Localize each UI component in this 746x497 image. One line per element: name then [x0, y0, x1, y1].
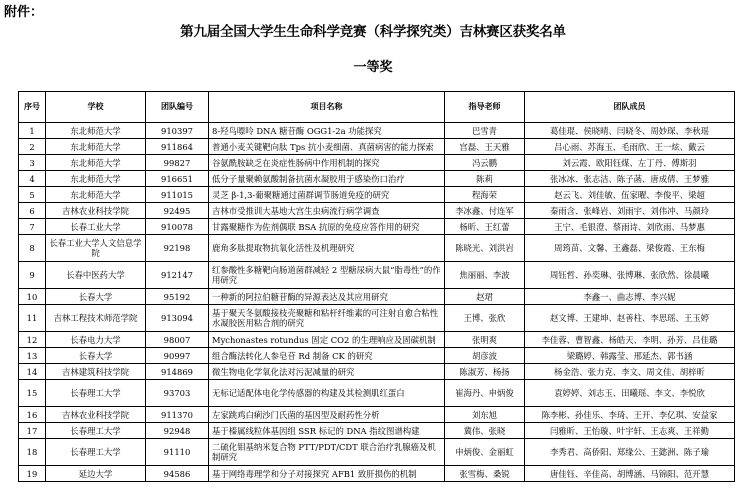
cell-index: 9	[19, 262, 46, 289]
cell-school: 长春工业大学	[46, 219, 146, 235]
table-row	[19, 123, 735, 139]
cell-advisor: 冯云鹏	[445, 155, 525, 171]
table-row	[19, 364, 735, 380]
cell-advisor: 冀伟、张晓	[445, 423, 525, 439]
cell-project: 基于网络毒理学和分子对接探究 AFB1 致肝损伤的机制	[209, 466, 445, 482]
cell-project: 基于聚天冬氨酸接枝壳聚糖和粘杆纤维素的可注射自愈合粘性水凝胶医用粘合剂的研究	[209, 305, 445, 332]
cell-members: 周钰哲、孙奕琳、张博琳、张欣然、徐晨曦	[525, 262, 735, 289]
cell-project: 吉林市受推训大基地大宫生虫病流行病学调查	[209, 203, 445, 219]
cell-team-id: 912147	[146, 262, 209, 289]
header-index: 序号	[19, 92, 46, 123]
cell-advisor: 程海荣	[445, 187, 525, 203]
cell-project: 低分子量聚赖氨酸制备抗菌水凝胶用于感染伤口治疗	[209, 171, 445, 187]
cell-project: 灵芝 β-1,3-葡聚糖通过菌群调节肠道免疫的研究	[209, 187, 445, 203]
cell-advisor: 宫磊、王天雅	[445, 139, 525, 155]
table-body	[19, 123, 735, 482]
cell-team-id: 92948	[146, 423, 209, 439]
cell-team-id: 911370	[146, 407, 209, 423]
cell-school: 长春大学	[46, 348, 146, 364]
cell-index: 11	[19, 305, 46, 332]
cell-advisor: 胡彦波	[445, 348, 525, 364]
table-row	[19, 155, 735, 171]
cell-index: 10	[19, 289, 46, 305]
cell-project: 谷氨酰胺缺乏在炎症性肠病中作用机制的探究	[209, 155, 445, 171]
cell-advisor: 陈晓光、刘洪岩	[445, 235, 525, 262]
award-table	[18, 91, 735, 482]
cell-advisor: 陈莉	[445, 171, 525, 187]
cell-members: 葛佳琨、侯晓晴、闫晓冬、周妙琛、李秋瑶	[525, 123, 735, 139]
cell-members: 秦雨含、张峰岩、刘雨宇、刘伟冲、马颜玲	[525, 203, 735, 219]
document-title: 第九届全国大学生生命科学竞赛（科学探究类）吉林赛区获奖名单	[180, 24, 566, 40]
table-row	[19, 380, 735, 407]
cell-project: 鹿角多肽提取物抗氧化活性及机理研究	[209, 235, 445, 262]
header-advisor: 指导老师	[445, 92, 525, 123]
table-row	[19, 407, 735, 423]
cell-project: 甘露聚糖作为佐剂偶联 BSA 抗原的免疫应答作用的研究	[209, 219, 445, 235]
cell-members: 袁婷婷、刘志玉、田曦瑶、李文、李悦欣	[525, 380, 735, 407]
table-row	[19, 466, 735, 482]
table-row	[19, 305, 735, 332]
cell-members: 张冰冰、张志洁、陈子菡、唐成倩、王梦雅	[525, 171, 735, 187]
cell-index: 3	[19, 155, 46, 171]
cell-school: 东北师范大学	[46, 139, 146, 155]
award-level-heading: 一等奖	[353, 60, 393, 75]
table-row	[19, 439, 735, 466]
cell-members: 唐佳钰、辛佳高、胡博涵、马锦阳、范开慧	[525, 466, 735, 482]
cell-school: 吉林农业科技学院	[46, 407, 146, 423]
cell-project: 组合酶法转化人参皂苷 Rd 制备 CK 的研究	[209, 348, 445, 364]
cell-school: 长春理工大学	[46, 423, 146, 439]
cell-index: 13	[19, 348, 46, 364]
attachment-label: 附件：	[4, 5, 44, 20]
table-row	[19, 332, 735, 348]
cell-members: 刘云霞、欧阳钰煤、左丁丹、傅斯羽	[525, 155, 735, 171]
cell-advisor: 杨昕、王红蕾	[445, 219, 525, 235]
cell-project: 无标记适配体电化学传感器的构建及其检测肌红蛋白	[209, 380, 445, 407]
cell-team-id: 910078	[146, 219, 209, 235]
cell-project: 左家跳鸡白痢沙门氏菌的基因型及耐药性分析	[209, 407, 445, 423]
cell-school: 吉林建筑科技学院	[46, 364, 146, 380]
cell-index: 16	[19, 407, 46, 423]
cell-project: 一种新的阿拉伯糖苷酶的异源表达及其应用研究	[209, 289, 445, 305]
cell-team-id: 916651	[146, 171, 209, 187]
cell-index: 17	[19, 423, 46, 439]
cell-school: 东北师范大学	[46, 155, 146, 171]
cell-project: 红参酸性多糖靶向肠道菌群减轻 2 型糖尿病大鼠“脂毒性”的作用研究	[209, 262, 445, 289]
cell-team-id: 92495	[146, 203, 209, 219]
cell-advisor: 申炳俊、金丽虹	[445, 439, 525, 466]
header-members: 团队成员	[525, 92, 735, 123]
cell-index: 5	[19, 187, 46, 203]
cell-advisor: 陈淑芳、杨扬	[445, 364, 525, 380]
cell-advisor: 崔海丹、申炳俊	[445, 380, 525, 407]
cell-team-id: 910397	[146, 123, 209, 139]
cell-school: 长春工业大学人文信息学院	[46, 235, 146, 262]
cell-index: 8	[19, 235, 46, 262]
table-row	[19, 348, 735, 364]
cell-index: 1	[19, 123, 46, 139]
cell-index: 12	[19, 332, 46, 348]
cell-project: 二硫化钼基纳米复合物 PTT/PDT/CDT 联合治疗乳腺癌及机制研究	[209, 439, 445, 466]
cell-project: Mychonastes rotundus 固定 CO2 的生理响应及固碳机制	[209, 332, 445, 348]
cell-index: 6	[19, 203, 46, 219]
cell-advisor: 张雪梅、桑锐	[445, 466, 525, 482]
cell-index: 14	[19, 364, 46, 380]
cell-school: 吉林农业科技学院	[46, 203, 146, 219]
cell-members: 杨金浩、张力克、李文、周文佳、胡梓昕	[525, 364, 735, 380]
cell-school: 长春中医药大学	[46, 262, 146, 289]
cell-members: 周筠苗、文馨、王鑫磊、梁俊霞、王东梅	[525, 235, 735, 262]
cell-team-id: 95192	[146, 289, 209, 305]
table-row	[19, 171, 735, 187]
cell-members: 吕心雨、苏海玉、毛雨欣、王一炫、戴云	[525, 139, 735, 155]
cell-school: 延边大学	[46, 466, 146, 482]
cell-members: 李佳蓉、曹智鑫、杨皓天、李明、孙芳、吕佳璐	[525, 332, 735, 348]
cell-project: 普通小麦关键靶向肽 Tps 抗小麦细菌、真菌病害的能力探索	[209, 139, 445, 155]
cell-team-id: 99827	[146, 155, 209, 171]
cell-team-id: 92198	[146, 235, 209, 262]
table-row	[19, 187, 735, 203]
cell-team-id: 914869	[146, 364, 209, 380]
cell-members: 陈李彬、孙佳乐、李琦、王开、李亿琪、安益家	[525, 407, 735, 423]
cell-index: 18	[19, 439, 46, 466]
cell-school: 东北师范大学	[46, 187, 146, 203]
table-row	[19, 203, 735, 219]
cell-advisor: 张明爽	[445, 332, 525, 348]
cell-school: 东北师范大学	[46, 123, 146, 139]
cell-index: 19	[19, 466, 46, 482]
cell-team-id: 90997	[146, 348, 209, 364]
cell-members: 闫雅昕、王怡璇、叶宇轩、王志爽、王祥勤	[525, 423, 735, 439]
cell-index: 15	[19, 380, 46, 407]
header-team-id: 团队编号	[146, 92, 209, 123]
table-row	[19, 423, 735, 439]
cell-team-id: 93703	[146, 380, 209, 407]
cell-index: 4	[19, 171, 46, 187]
cell-members: 李鑫一、曲志博、李兴妮	[525, 289, 735, 305]
cell-index: 7	[19, 219, 46, 235]
table-row	[19, 235, 735, 262]
cell-team-id: 91110	[146, 439, 209, 466]
cell-index: 2	[19, 139, 46, 155]
cell-advisor: 王博、张欣	[445, 305, 525, 332]
cell-school: 长春理工大学	[46, 380, 146, 407]
header-project: 项目名称	[209, 92, 445, 123]
cell-advisor: 巴雪青	[445, 123, 525, 139]
cell-school: 东北师范大学	[46, 171, 146, 187]
cell-project: 基于榛属线粒体基因组 SSR 标记的 DNA 指纹图谱构建	[209, 423, 445, 439]
table-row	[19, 289, 735, 305]
cell-members: 赵文博、王建坤、赵善柱、李思瑶、王玉婷	[525, 305, 735, 332]
cell-project: 微生物电化学氧化法对污泥减量的研究	[209, 364, 445, 380]
cell-school: 长春理工大学	[46, 439, 146, 466]
table-row	[19, 139, 735, 155]
cell-school: 吉林工程技术师范学院	[46, 305, 146, 332]
cell-members: 李秀君、高侨阳、郑缘公、王懿洲、陈子瑜	[525, 439, 735, 466]
cell-team-id: 94586	[146, 466, 209, 482]
table-header-row	[19, 92, 735, 123]
table-row	[19, 262, 735, 289]
cell-members: 王宁、毛银澄、蔡雨诗、刘欣雨、马梦惠	[525, 219, 735, 235]
cell-members: 梁璐婷、韩露莹、邢延杰、郭书涵	[525, 348, 735, 364]
cell-school: 长春大学	[46, 289, 146, 305]
cell-advisor: 李冰鑫、付连军	[445, 203, 525, 219]
cell-project: 8-羟鸟嘌呤 DNA 糖苷酶 OGG1-2a 功能探究	[209, 123, 445, 139]
header-school: 学校	[46, 92, 146, 123]
cell-team-id: 913094	[146, 305, 209, 332]
cell-advisor: 焦丽丽、李波	[445, 262, 525, 289]
table-row	[19, 219, 735, 235]
cell-school: 长春电力大学	[46, 332, 146, 348]
cell-team-id: 911864	[146, 139, 209, 155]
cell-members: 赵云飞、刘佳敏、伍家曜、李俊平、梁超	[525, 187, 735, 203]
cell-advisor: 刘东旭	[445, 407, 525, 423]
cell-advisor: 赵珺	[445, 289, 525, 305]
cell-team-id: 98007	[146, 332, 209, 348]
cell-team-id: 911015	[146, 187, 209, 203]
